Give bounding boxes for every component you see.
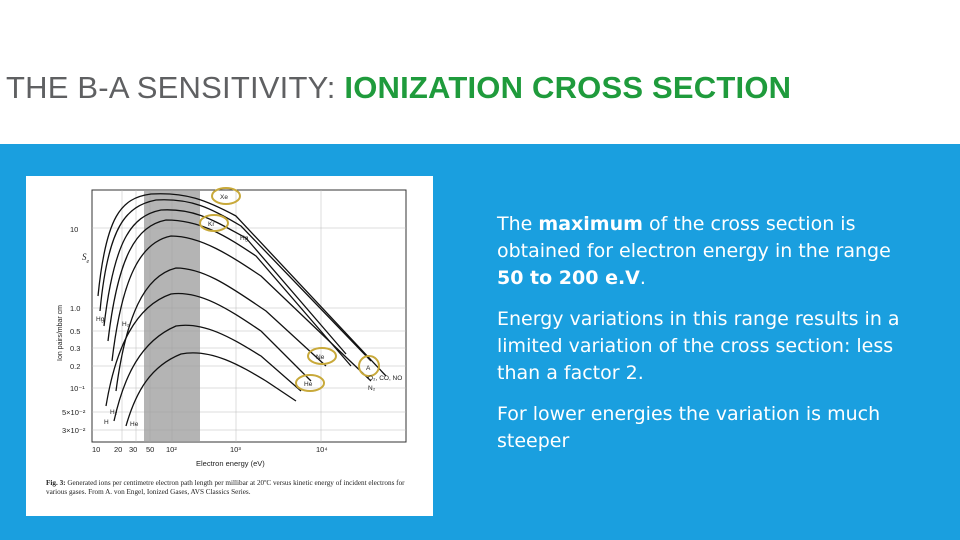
y-tick: 10: [70, 225, 79, 234]
curve-label-h2: H₂: [122, 321, 130, 328]
y-tick: 0.3: [70, 344, 81, 353]
body-text: [497, 211, 917, 469]
para1-middle: of the cross section is obtained for electron energy in the range: [497, 213, 891, 262]
para1-start: The: [497, 213, 539, 235]
y-tick: 10⁻¹: [70, 384, 85, 393]
slide-title: [6, 70, 791, 106]
x-tick: 10⁴: [316, 445, 328, 454]
caption-text: Generated ions per centimetre electron path length per millibar at 20ºC versus kinetic energy of incident electrons for various gases. From A. von Engel, Ionized Gases, AVS Classics Series.: [46, 479, 405, 496]
x-tick: 10³: [230, 445, 241, 454]
y-axis-label: Ion pairs/mbar cm: [57, 304, 64, 361]
para1-bold-maximum: maximum: [538, 213, 643, 235]
y-tick: 3×10⁻²: [62, 426, 86, 435]
para1-bold-range: 50 to 200 e.V: [497, 267, 640, 289]
x-axis-label: Electron energy (eV): [196, 459, 265, 468]
curve-label-he-low: He: [130, 421, 139, 428]
symbol-label: $S_e$: [82, 252, 90, 265]
x-tick: 50: [146, 445, 155, 454]
curve-label-h: H: [104, 419, 109, 426]
curve-label-kr: Kr: [208, 221, 215, 228]
title-accent: IONIZATION CROSS SECTION: [344, 70, 792, 105]
y-tick: 0.5: [70, 327, 81, 336]
curve-label-xe: Xe: [220, 194, 228, 201]
para1-end: .: [639, 267, 646, 289]
x-tick: 30: [129, 445, 138, 454]
title-prefix: THE B-A SENSITIVITY:: [6, 70, 345, 105]
energy-range-band: [144, 190, 200, 442]
curve-label-hg-low: Hg: [96, 316, 105, 323]
curve-label-hg: Hg: [240, 235, 249, 242]
figure-caption: [46, 479, 426, 497]
cross-section-figure: [26, 176, 433, 516]
x-tick: 20: [114, 445, 123, 454]
curve-label-n2: N₂: [368, 385, 376, 392]
paragraph-lower-energies: For lower energies the variation is much steeper: [497, 403, 881, 452]
caption-label: Fig. 3:: [46, 479, 66, 487]
x-tick: 10: [92, 445, 101, 454]
paragraph-maximum: [497, 211, 917, 292]
curve-label-a: A: [366, 365, 371, 372]
curve-label-he: He: [304, 381, 313, 388]
y-tick: 1.0: [70, 304, 81, 313]
y-tick: 5×10⁻²: [62, 408, 86, 417]
paragraph-variation: Energy variations in this range results in a limited variation of the cross section: less than a factor 2.: [497, 308, 900, 384]
x-tick: 10²: [166, 445, 177, 454]
title-area: [0, 12, 960, 142]
cross-section-graph: [26, 176, 433, 516]
curve-label-o2: O₂, CO, NO: [368, 375, 403, 382]
curve-label-h2-low: H₂: [110, 409, 118, 416]
y-tick: 0.2: [70, 362, 81, 371]
curve-label-ne: Ne: [316, 354, 325, 361]
